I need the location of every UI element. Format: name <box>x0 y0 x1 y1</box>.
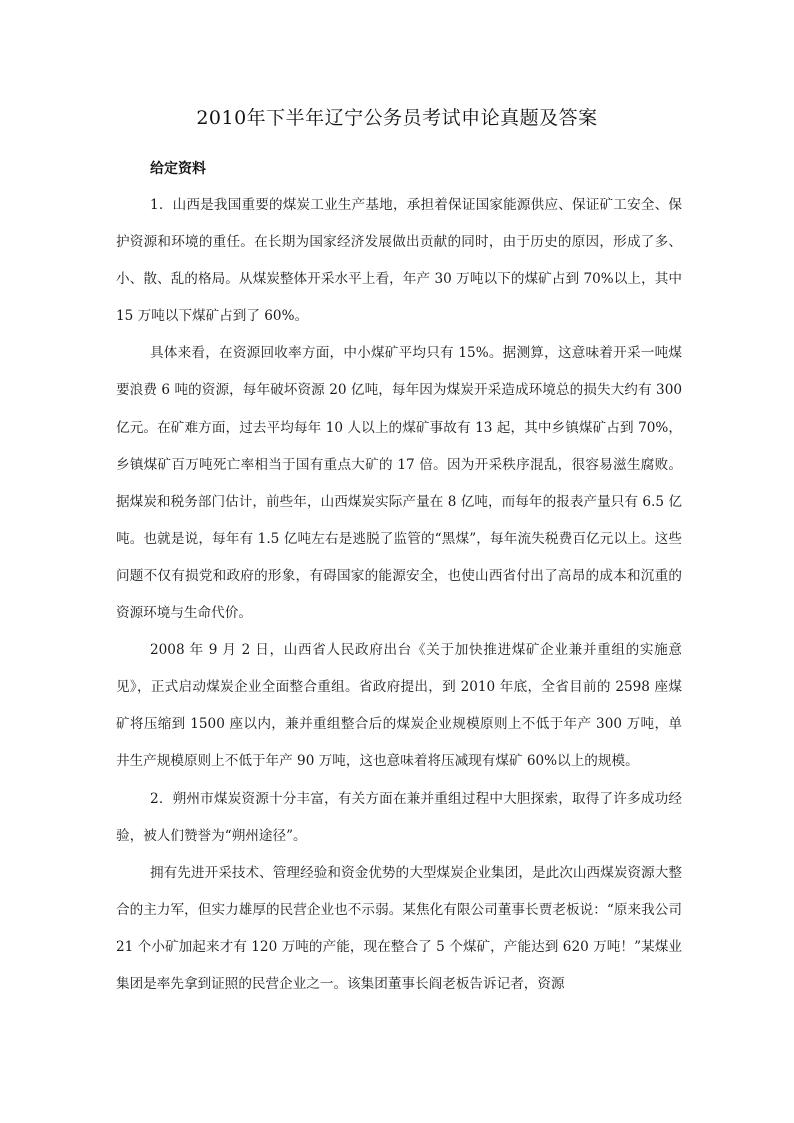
document-body <box>116 187 682 1003</box>
paragraph-1: 1．山西是我国重要的煤炭工业生产基地，承担着保证国家能源供应、保证矿工安全、保护资源和环境的重任。在长期为国家经济发展做出贡献的同时，由于历史的原因，形成了多、小、散、乱的格局。从煤炭整体开采水平上看，年产 30 万吨以下的煤矿占到 70%以上，其中 15 万吨以下煤矿占到了 60%。 <box>116 197 682 325</box>
section-heading: 给定资料 <box>150 161 206 177</box>
paragraph-5: 拥有先进开采技术、管理经验和资金优势的大型煤炭企业集团，是此次山西煤炭资源大整合的主力军，但实力雄厚的民营企业也不示弱。某焦化有限公司董事长贾老板说：“原来我公司 21 个小矿加起来才有 120 万吨的产能，现在整合了 5 个煤矿，产能达到 620 万吨！”某煤业集团是率先拿到证照的民营企业之一。该集团董事长阎老板告诉记者，资源 <box>116 864 682 992</box>
paragraph-2: 具体来看，在资源回收率方面，中小煤矿平均只有 15%。据测算，这意味着开采一吨煤要浪费 6 吨的资源，每年破坏资源 20 亿吨，每年因为煤炭开采造成环境总的损失大约有 300 亿元。在矿难方面，过去平均每年 10 人以上的煤矿事故有 13 起，其中乡镇煤矿占到 70%，乡镇煤矿百万吨死亡率相当于国有重点大矿的 17 倍。因为开采秩序混乱，很容易滋生腐败。据煤炭和税务部门估计，前些年，山西煤炭实际产量在 8 亿吨，而每年的报表产量只有 6.5 亿吨。也就是说，每年有 1.5 亿吨左右是逃脱了监管的“黑煤”，每年流失税费百亿元以上。这些问题不仅有损党和政府的形象，有碍国家的能源安全，也使山西省付出了高昂的成本和沉重的资源环境与生命代价。 <box>116 345 682 622</box>
document-title: 2010年下半年辽宁公务员考试申论真题及答案 <box>196 107 598 129</box>
paragraph-3: 2008 年 9 月 2 日，山西省人民政府出台《关于加快推进煤矿企业兼并重组的实施意见》，正式启动煤炭企业全面整合重组。省政府提出，到 2010 年底，全省目前的 2598 座煤矿将压缩到 1500 座以内，兼并重组整合后的煤炭企业规模原则上不低于年产 300 万吨，单井生产规模原则上不低于年产 90 万吨，这也意味着将压减现有煤矿 60%以上的规模。 <box>116 642 682 770</box>
paragraph-4: 2．朔州市煤炭资源十分丰富，有关方面在兼并重组过程中大胆探索，取得了许多成功经验，被人们赞誉为“朔州途径”。 <box>116 790 682 844</box>
